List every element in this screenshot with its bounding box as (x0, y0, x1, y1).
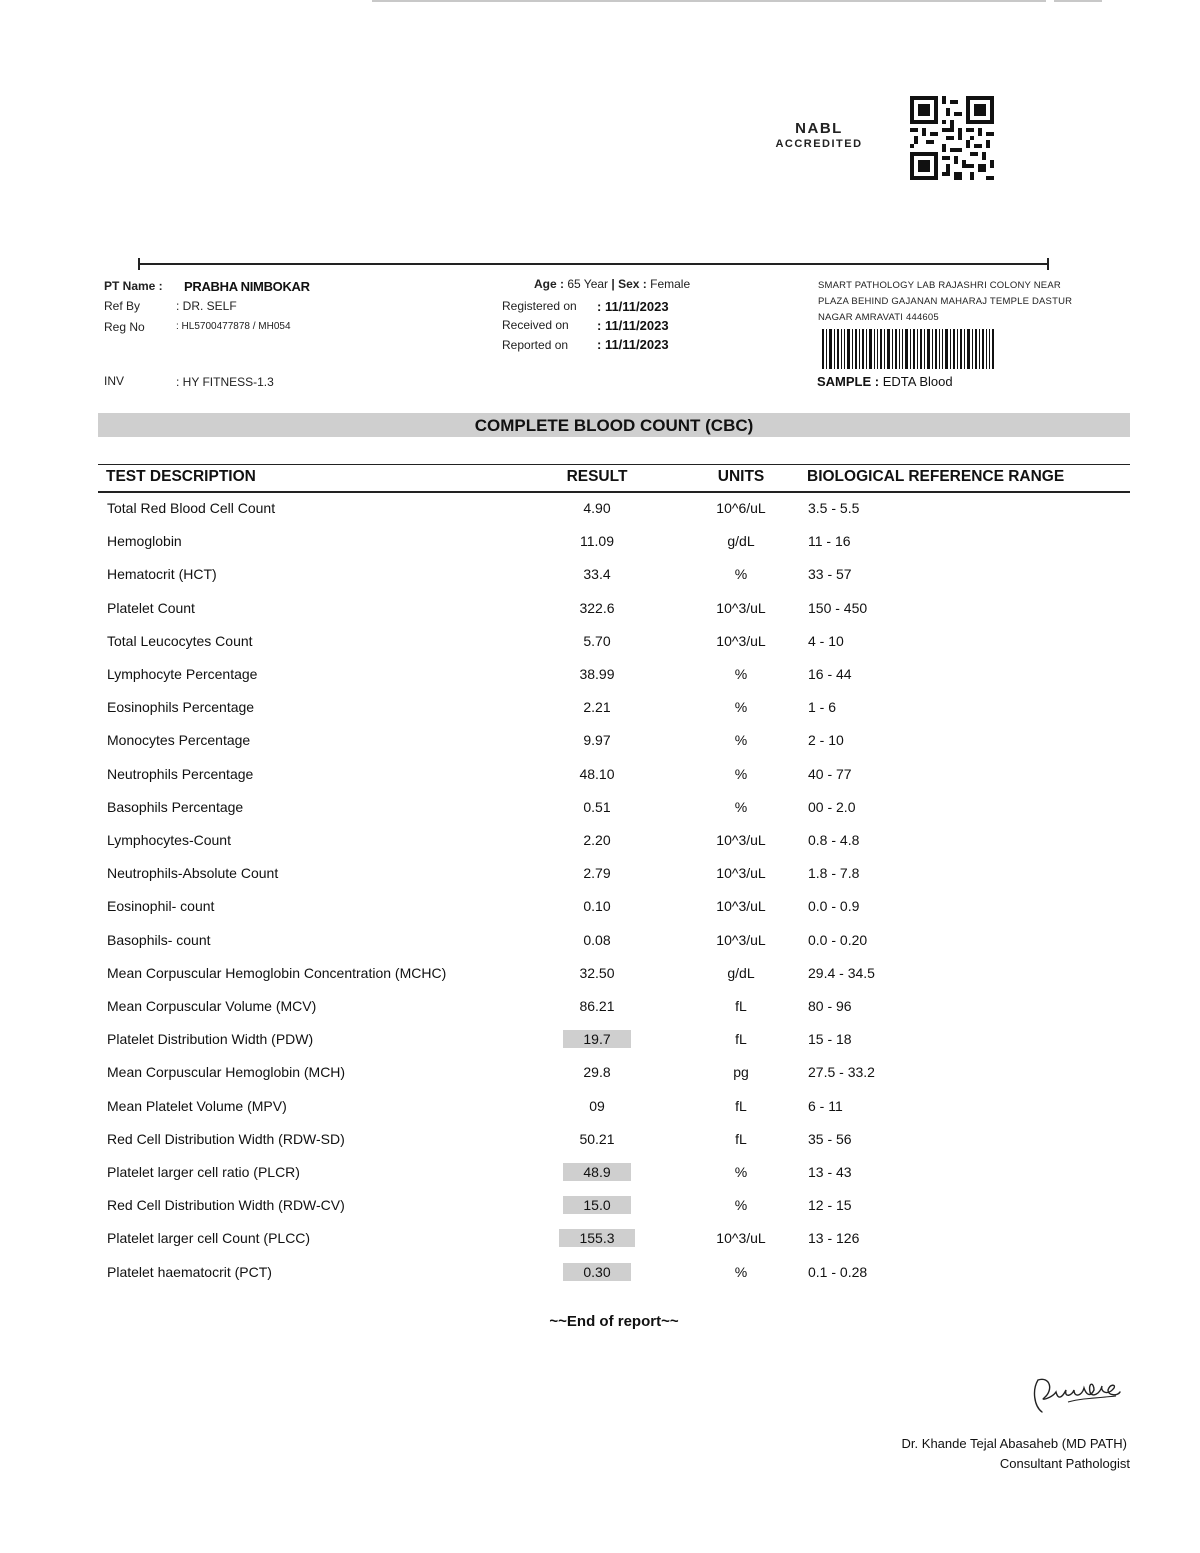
test-description: Mean Corpuscular Hemoglobin Concentration (MCHC) (107, 964, 447, 981)
result-value: 11.09 (580, 533, 614, 550)
top-edge-line (1054, 0, 1102, 2)
table-row (0, 795, 1200, 819)
test-description: Hemoglobin (107, 533, 182, 550)
column-header-test-description: TEST DESCRIPTION (106, 468, 256, 485)
table-header-rule (98, 464, 1130, 465)
unit-value: pg (733, 1064, 749, 1081)
sample-value: EDTA Blood (882, 374, 953, 389)
unit-value: % (734, 1164, 748, 1180)
reference-range: 4 - 10 (808, 632, 844, 649)
result-cell (550, 562, 644, 586)
reference-range: 13 - 126 (808, 1230, 860, 1247)
test-description: Hematocrit (HCT) (107, 566, 217, 583)
result-cell (550, 894, 644, 918)
result-cell (550, 1060, 644, 1084)
table-row (0, 828, 1200, 852)
signature-image (1028, 1368, 1124, 1418)
sample-line (817, 374, 953, 389)
test-description: Mean Corpuscular Hemoglobin (MCH) (107, 1064, 346, 1081)
table-row (0, 695, 1200, 719)
result-cell (550, 629, 644, 653)
result-value: 2.79 (583, 865, 611, 882)
table-header-rule (98, 491, 1130, 493)
unit-value: 10^3/uL (716, 865, 766, 882)
result-cell (550, 861, 644, 885)
result-value-flagged: 48.9 (563, 1163, 630, 1181)
table-row (0, 529, 1200, 553)
table-row (0, 596, 1200, 620)
result-cell (550, 762, 644, 786)
reference-range: 35 - 56 (808, 1130, 852, 1147)
table-row (0, 728, 1200, 752)
table-row (0, 1060, 1200, 1084)
column-header-reference-range: BIOLOGICAL REFERENCE RANGE (807, 468, 1065, 485)
test-description: Neutrophils-Absolute Count (107, 865, 279, 882)
result-value: 0.10 (583, 898, 611, 915)
result-cell (550, 1027, 644, 1051)
reg-no-value: : HL5700477878 / MH054 (176, 321, 291, 332)
table-row (0, 1260, 1200, 1284)
unit-value: 10^3/uL (716, 632, 766, 649)
result-cell (550, 596, 644, 620)
unit-value: % (734, 1197, 748, 1214)
unit-value: % (734, 765, 748, 782)
registered-label: Registered on (502, 299, 577, 313)
age-label: Age : (534, 277, 564, 291)
signatory-title: Consultant Pathologist (999, 1456, 1130, 1471)
unit-value: g/dL (727, 533, 755, 550)
result-value: 09 (589, 1097, 605, 1114)
result-cell (550, 496, 644, 520)
table-row (0, 861, 1200, 885)
reference-range: 150 - 450 (808, 599, 868, 616)
test-description: Platelet Count (107, 599, 195, 616)
nabl-subtitle: ACCREDITED (775, 138, 863, 150)
qr-code-icon (910, 96, 994, 180)
reference-range: 40 - 77 (808, 765, 852, 782)
test-description: Basophils- count (107, 931, 211, 948)
reference-range: 2 - 10 (808, 732, 844, 749)
test-description: Eosinophil- count (107, 898, 215, 915)
table-row (0, 1160, 1200, 1184)
unit-value: % (734, 798, 748, 815)
table-row (0, 762, 1200, 786)
table-row (0, 1193, 1200, 1217)
test-description: Neutrophils Percentage (107, 765, 254, 782)
result-value: 33.4 (583, 566, 611, 583)
result-cell (550, 662, 644, 686)
result-value: 29.8 (583, 1064, 611, 1081)
result-cell (550, 1160, 644, 1184)
unit-value: 10^3/uL (716, 599, 766, 616)
lab-address-line: NAGAR AMRAVATI 444605 (818, 312, 939, 323)
column-header-result: RESULT (566, 468, 628, 485)
unit-value: 10^3/uL (716, 898, 766, 915)
result-cell (550, 1260, 644, 1284)
table-row (0, 1226, 1200, 1250)
reference-range: 00 - 2.0 (808, 798, 856, 815)
reference-range: 12 - 15 (808, 1197, 852, 1214)
top-edge-line (372, 0, 1046, 2)
reference-range: 0.1 - 0.28 (808, 1263, 868, 1280)
reference-range: 0.0 - 0.9 (808, 898, 860, 915)
unit-value: % (734, 666, 748, 682)
test-description: Mean Platelet Volume (MPV) (107, 1097, 287, 1114)
result-value-flagged: 155.3 (559, 1229, 634, 1247)
nabl-title: NABL (795, 120, 843, 137)
test-description: Basophils Percentage (107, 798, 244, 815)
table-row (0, 1094, 1200, 1118)
header-divider (140, 263, 1048, 265)
unit-value: 10^6/uL (716, 500, 766, 516)
unit-value: % (734, 1263, 748, 1280)
result-value: 0.51 (583, 798, 611, 815)
result-value-flagged: 0.30 (563, 1263, 630, 1281)
reference-range: 6 - 11 (808, 1097, 843, 1114)
result-value: 48.10 (579, 765, 615, 782)
table-row (0, 496, 1200, 520)
age-sex-line (534, 277, 690, 291)
result-cell (550, 1226, 644, 1250)
received-label: Received on (502, 318, 569, 332)
unit-value: % (734, 566, 748, 583)
table-row (0, 1027, 1200, 1051)
result-cell (550, 994, 644, 1018)
barcode-icon (822, 329, 994, 369)
result-value: 38.99 (579, 666, 615, 682)
result-cell (550, 928, 644, 952)
unit-value: g/dL (727, 964, 755, 981)
reference-range: 11 - 16 (808, 533, 851, 550)
unit-value: fL (735, 1097, 747, 1114)
result-value: 32.50 (579, 964, 615, 981)
result-cell (550, 961, 644, 985)
result-cell (550, 529, 644, 553)
result-value: 5.70 (583, 632, 611, 649)
sex-label: | Sex : (611, 277, 647, 291)
result-cell (550, 828, 644, 852)
inv-label: INV (104, 374, 125, 388)
reference-range: 80 - 96 (808, 998, 852, 1014)
registered-date: : 11/11/2023 (597, 299, 669, 314)
ref-by-value: : DR. SELF (176, 299, 237, 313)
test-description: Red Cell Distribution Width (RDW-SD) (107, 1130, 345, 1147)
lab-address-line: SMART PATHOLOGY LAB RAJASHRI COLONY NEAR (818, 280, 1061, 291)
test-description: Monocytes Percentage (107, 732, 251, 749)
test-description: Total Leucocytes Count (107, 632, 253, 649)
result-cell (550, 728, 644, 752)
result-value: 2.21 (583, 699, 611, 716)
test-description: Platelet larger cell ratio (PLCR) (107, 1164, 300, 1180)
reference-range: 16 - 44 (808, 666, 852, 682)
result-value: 9.97 (583, 732, 611, 749)
patient-name: PRABHA NIMBOKAR (184, 279, 310, 294)
unit-value: fL (735, 1031, 747, 1048)
result-value-flagged: 19.7 (563, 1030, 630, 1048)
test-description: Total Red Blood Cell Count (107, 500, 276, 516)
table-row (0, 1127, 1200, 1151)
result-value: 0.08 (583, 931, 611, 948)
result-value: 50.21 (579, 1130, 615, 1147)
test-description: Platelet haematocrit (PCT) (107, 1263, 272, 1280)
result-cell (550, 1127, 644, 1151)
unit-value: % (734, 699, 748, 716)
reference-range: 27.5 - 33.2 (808, 1064, 875, 1081)
test-description: Eosinophils Percentage (107, 699, 255, 716)
table-row (0, 894, 1200, 918)
sample-label: SAMPLE : (817, 374, 880, 389)
result-value: 2.20 (583, 832, 611, 848)
result-cell (550, 695, 644, 719)
reference-range: 33 - 57 (808, 566, 852, 583)
test-description: Lymphocytes-Count (107, 832, 231, 848)
unit-value: % (734, 732, 748, 749)
reported-date: : 11/11/2023 (597, 337, 669, 352)
result-cell (550, 1193, 644, 1217)
reference-range: 1 - 6 (808, 699, 837, 716)
unit-value: fL (735, 998, 747, 1014)
ref-by-label: Ref By (104, 299, 141, 313)
signatory-name: Dr. Khande Tejal Abasaheb (MD PATH) (901, 1436, 1127, 1451)
test-description: Platelet Distribution Width (PDW) (107, 1031, 314, 1048)
result-value: 322.6 (579, 599, 615, 616)
reference-range: 29.4 - 34.5 (808, 964, 875, 981)
unit-value: 10^3/uL (716, 931, 766, 948)
test-description: Mean Corpuscular Volume (MCV) (107, 998, 317, 1014)
result-cell (550, 795, 644, 819)
sex-value: Female (650, 277, 691, 291)
unit-value: fL (735, 1130, 747, 1147)
inv-value: : HY FITNESS-1.3 (176, 375, 274, 389)
received-date: : 11/11/2023 (597, 318, 669, 333)
table-row (0, 994, 1200, 1018)
divider-tick (1047, 258, 1049, 270)
result-value: 86.21 (579, 998, 615, 1014)
nabl-logo (760, 120, 878, 150)
column-header-units: UNITS (717, 468, 765, 485)
report-title: COMPLETE BLOOD COUNT (CBC) (474, 416, 754, 435)
result-value: 4.90 (583, 500, 611, 516)
result-value-flagged: 15.0 (563, 1196, 630, 1214)
test-description: Platelet larger cell Count (PLCC) (107, 1230, 311, 1247)
age-value: 65 Year (567, 277, 609, 291)
reported-label: Reported on (502, 338, 569, 352)
reference-range: 15 - 18 (808, 1031, 852, 1048)
unit-value: 10^3/uL (716, 1230, 766, 1247)
result-cell (550, 1094, 644, 1118)
table-row (0, 662, 1200, 686)
table-row (0, 928, 1200, 952)
reference-range: 0.0 - 0.20 (808, 931, 868, 948)
table-row (0, 562, 1200, 586)
lab-address-line: PLAZA BEHIND GAJANAN MAHARAJ TEMPLE DASTUR (818, 296, 1073, 307)
reference-range: 3.5 - 5.5 (808, 500, 860, 516)
patient-name-label: PT Name : (104, 279, 163, 293)
lab-address (818, 278, 1108, 326)
table-row (0, 629, 1200, 653)
test-description: Red Cell Distribution Width (RDW-CV) (107, 1197, 345, 1214)
reference-range: 1.8 - 7.8 (808, 865, 860, 882)
table-row (0, 961, 1200, 985)
unit-value: 10^3/uL (716, 832, 766, 848)
reference-range: 13 - 43 (808, 1164, 852, 1180)
end-of-report: ~~End of report~~ (549, 1313, 679, 1330)
test-description: Lymphocyte Percentage (107, 666, 258, 682)
reference-range: 0.8 - 4.8 (808, 832, 860, 848)
reg-no-label: Reg No (104, 320, 145, 334)
